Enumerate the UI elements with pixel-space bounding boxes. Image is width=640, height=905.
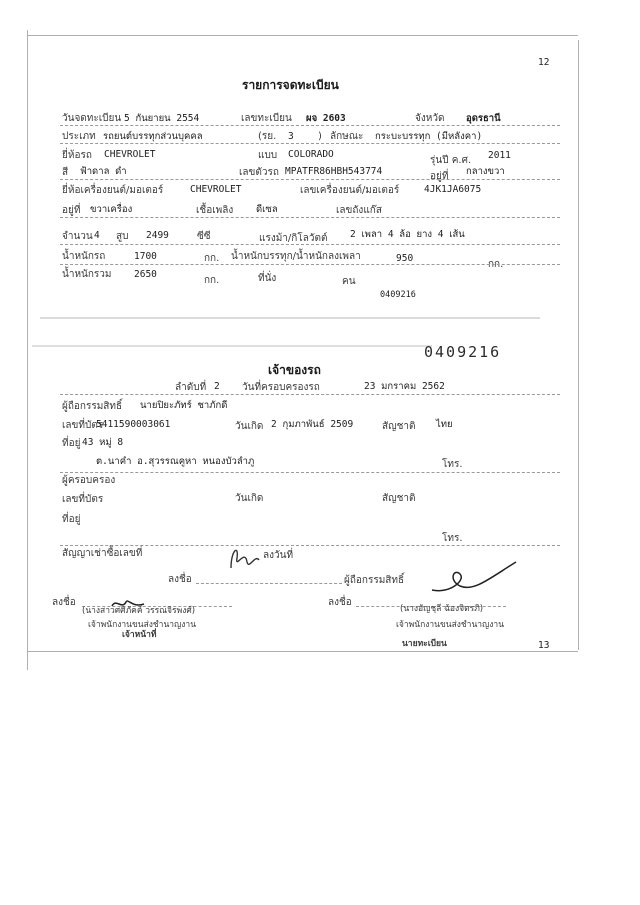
engine-brand-label: ยี่ห้อเครื่องยนต์/มอเตอร์: [62, 185, 164, 196]
engine-brand-value: CHEVROLET: [190, 184, 242, 195]
province-value: อุดรธานี: [466, 113, 501, 124]
left-border-line: [27, 30, 28, 670]
right-border-line: [578, 40, 579, 650]
engine-at-value: ขวาเครื่อง: [90, 204, 133, 215]
reg-date-label: วันจดทะเบียน: [62, 113, 122, 124]
id2-label: เลขที่บัตร: [62, 494, 104, 505]
lease-label: สัญญาเช่าซื้อเลขที่: [62, 548, 143, 559]
top-border-line: [28, 35, 578, 36]
reg-no-value: ผจ 2603: [306, 113, 346, 124]
dob-value: 2 กุมภาพันธ์ 2509: [271, 419, 354, 430]
ry-close: ): [318, 131, 322, 142]
qty-value: 4: [94, 230, 100, 241]
cc-value: 2499: [146, 230, 169, 241]
stamp-serial-number: 0409216: [424, 343, 502, 361]
registrar-name: (นางอัญชุลี ฉ้องจิตรภิ): [400, 604, 484, 614]
registrar-role: นายทะเบียน: [402, 639, 447, 649]
year-value: 2011: [488, 150, 511, 161]
id-value: 5411590003061: [96, 419, 171, 430]
row-line: [60, 394, 560, 395]
sign-label-registrar: ลงชื่อ: [328, 597, 352, 608]
officer-position: เจ้าพนักงานขนส่งชำนาญงาน: [88, 620, 197, 630]
address-line-1: 43 หมู่ 8: [82, 437, 124, 448]
axle-value: 2 เพลา 4 ล้อ ยาง 4 เส้น: [350, 229, 465, 240]
signature-scribble-holder: [430, 560, 520, 600]
dob-label: วันเกิด: [235, 421, 264, 432]
tel-label: โทร.: [442, 459, 463, 470]
gas-label: เลขถังแก๊ส: [336, 205, 382, 216]
nationality-label: สัญชาติ: [382, 421, 416, 432]
row-line: [60, 545, 560, 546]
load-label: น้ำหนักบรรทุก/น้ำหนักลงเพลา: [231, 251, 361, 262]
reg-no-label: เลขทะเบียน: [241, 113, 292, 124]
type-value: รถยนต์บรรทุกส่วนบุคคล: [103, 131, 203, 142]
row-line: [60, 179, 560, 180]
dob2-label: วันเกิด: [235, 493, 264, 504]
at-label: อยู่ที่: [430, 171, 449, 182]
total-weight-value: 2650: [134, 269, 157, 280]
row-line: [60, 472, 560, 473]
kg-unit-2: กก.: [488, 259, 504, 270]
color-label: สี: [62, 167, 69, 178]
since-label: วันที่ครอบครองรถ: [242, 382, 320, 393]
address-line-2: ต.นาคำ อ.สุวรรณคูหา หนองบัวลำภู: [96, 456, 255, 467]
signature-scribble-initial: [225, 540, 265, 576]
engine-at-label: อยู่ที่: [62, 205, 81, 216]
model-value: COLORADO: [288, 149, 334, 160]
scan-noise-band: [32, 345, 432, 347]
weight-label: น้ำหนักรถ: [62, 251, 106, 262]
fuel-value: ดีเซล: [256, 204, 278, 215]
since-value: 23 มกราคม 2562: [364, 381, 445, 392]
page-number-bottom: 13: [538, 640, 550, 651]
seats-label: ที่นั่ง: [258, 273, 277, 284]
bottom-border-line: [28, 651, 578, 652]
brand-label: ยี่ห้อรถ: [62, 150, 92, 161]
sign-label-officer: ลงชื่อ: [52, 597, 76, 608]
vin-value: MPATFR86HBH543774: [285, 166, 383, 177]
nationality2-label: สัญชาติ: [382, 493, 416, 504]
cyl-label: สูบ: [116, 231, 129, 242]
brand-value: CHEVROLET: [104, 149, 156, 160]
total-weight-label: น้ำหนักรวม: [62, 269, 112, 280]
registration-title: รายการจดทะเบียน: [242, 78, 339, 92]
sign-label-holder: ลงชื่อ: [168, 574, 192, 585]
holder-label: ผู้ถือกรรมสิทธิ์: [62, 401, 123, 412]
signature-line: [196, 583, 342, 584]
at-value: กลางขวา: [466, 166, 505, 177]
nationality-value: ไทย: [436, 419, 453, 430]
kg-unit-1: กก.: [204, 253, 220, 264]
id-label: เลขที่บัตร: [62, 420, 104, 431]
vin-label: เลขตัวรถ: [239, 167, 279, 178]
engine-no-label: เลขเครื่องยนต์/มอเตอร์: [300, 185, 400, 196]
officer-name: (นางสาวศศิภัคค์ วรรณจิรพงศ์): [82, 606, 196, 616]
row-line: [60, 244, 560, 245]
style-value: กระบะบรรทุก (มีหลังคา): [375, 131, 483, 142]
serial-small: 0409216: [380, 290, 416, 300]
officer-role: เจ้าหน้าที่: [122, 630, 157, 640]
lease-date-label: ลงวันที่: [263, 550, 294, 561]
style-label: ลักษณะ: [330, 131, 364, 142]
year-label: รุ่นปี ค.ศ.: [430, 155, 472, 166]
page-number-top: 12: [538, 57, 550, 68]
registrar-position: เจ้าพนักงานขนส่งชำนาญงาน: [396, 620, 505, 630]
holder-role: ผู้ถือกรรมสิทธิ์: [344, 575, 405, 586]
ry-label: (รย.: [258, 131, 277, 142]
row-line: [60, 264, 560, 265]
address-label: ที่อยู่: [62, 438, 81, 449]
hp-label: แรงม้า/กิโลวัตต์: [259, 233, 328, 244]
row-line: [60, 217, 560, 218]
load-value: 950: [396, 253, 414, 264]
tel2-label: โทร.: [442, 533, 463, 544]
model-label: แบบ: [258, 150, 278, 161]
kg-unit-3: กก.: [204, 275, 220, 286]
order-value: 2: [214, 381, 220, 392]
reg-date-value: 5 กันยายน 2554: [124, 113, 200, 124]
engine-no-value: 4JK1JA6075: [424, 184, 482, 195]
possessor-label: ผู้ครอบครอง: [62, 475, 116, 486]
ry-value: 3: [288, 131, 294, 142]
holder-value: นายปิยะภัทร์ ชาภักดี: [140, 400, 228, 411]
seats-unit: คน: [342, 276, 356, 287]
weight-value: 1700: [134, 251, 157, 262]
cc-label: ซีซี: [197, 231, 211, 242]
type-label: ประเภท: [62, 131, 96, 142]
order-label: ลำดับที่: [175, 382, 207, 393]
qty-label: จำนวน: [62, 231, 93, 242]
row-line: [60, 125, 560, 126]
province-label: จังหวัด: [415, 113, 445, 124]
color-value: ฟ้าดาล ดำ: [80, 166, 127, 177]
fuel-label: เชื้อเพลิง: [196, 205, 234, 216]
owner-title: เจ้าของรถ: [268, 363, 321, 377]
address2-label: ที่อยู่: [62, 514, 81, 525]
row-line: [60, 143, 560, 144]
scan-noise-band: [40, 317, 540, 319]
